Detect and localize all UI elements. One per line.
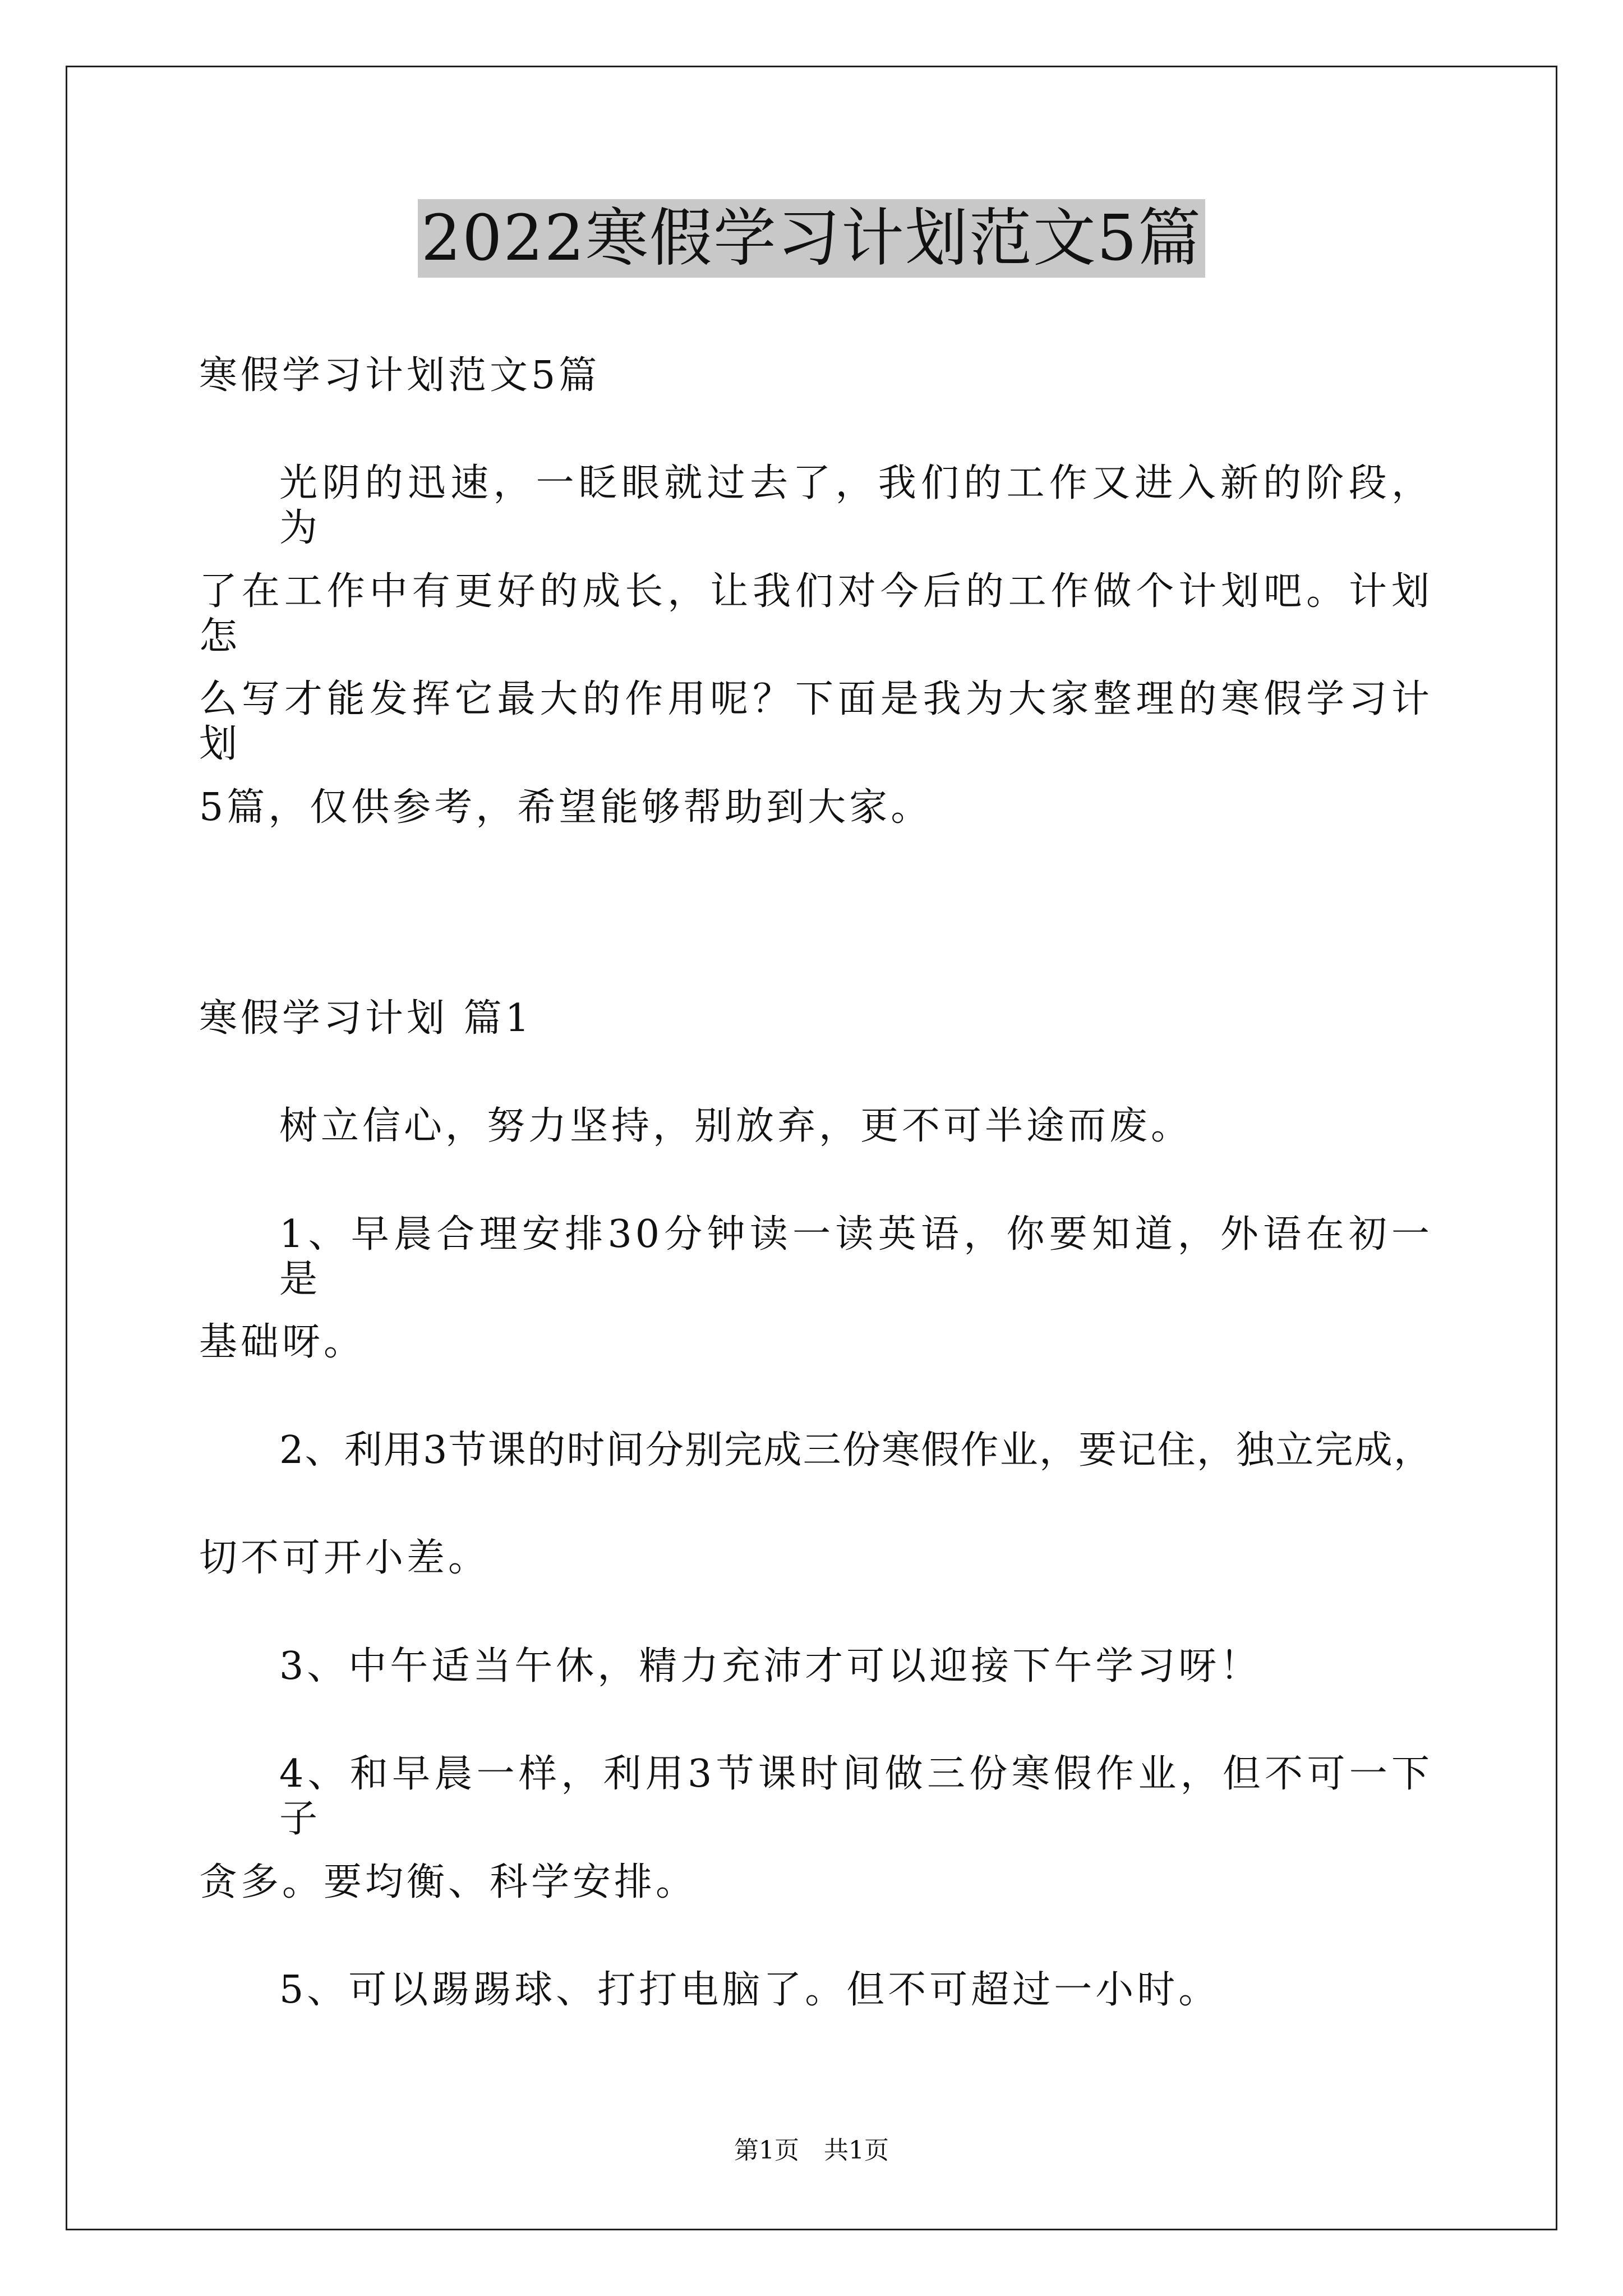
section-line-1: 树立信心，努力坚持，别放弃，更不可半途而废。 [279, 1104, 1193, 1148]
section-line-7: 4、和早晨一样，利用3节课时间做三份寒假作业，但不可一下子 [279, 1752, 1433, 1841]
section-line-6: 3、中午适当午休，精力充沛才可以迎接下午学习呀！ [279, 1644, 1262, 1688]
document-subtitle: 寒假学习计划范文5篇 [199, 353, 601, 398]
intro-line-4: 5篇，仅供参考，希望能够帮助到大家。 [199, 785, 933, 830]
section-heading: 寒假学习计划 篇1 [199, 996, 533, 1041]
intro-line-1: 光阴的迅速，一眨眼就过去了，我们的工作又进入新的阶段，为 [279, 461, 1433, 550]
page-footer: 第1页 共1页 [734, 2136, 889, 2165]
section-line-2: 1、早晨合理安排30分钟读一读英语，你要知道，外语在初一是 [279, 1212, 1433, 1301]
intro-line-3: 么写才能发挥它最大的作用呢？下面是我为大家整理的寒假学习计划 [199, 677, 1433, 766]
section-line-3: 基础呀。 [199, 1320, 366, 1364]
section-line-8: 贪多。要均衡、科学安排。 [199, 1860, 698, 1904]
intro-line-2: 了在工作中有更好的成长，让我们对今后的工作做个计划吧。计划怎 [199, 569, 1433, 659]
section-line-9: 5、可以踢踢球、打打电脑了。但不可超过一小时。 [279, 1968, 1220, 2012]
document-title: 2022寒假学习计划范文5篇 [418, 199, 1205, 278]
section-line-5: 切不可开小差。 [199, 1536, 490, 1580]
title-container [0, 199, 1623, 278]
section-line-4: 2、利用3节课的时间分别完成三份寒假作业，要记住，独立完成， [279, 1428, 1433, 1473]
